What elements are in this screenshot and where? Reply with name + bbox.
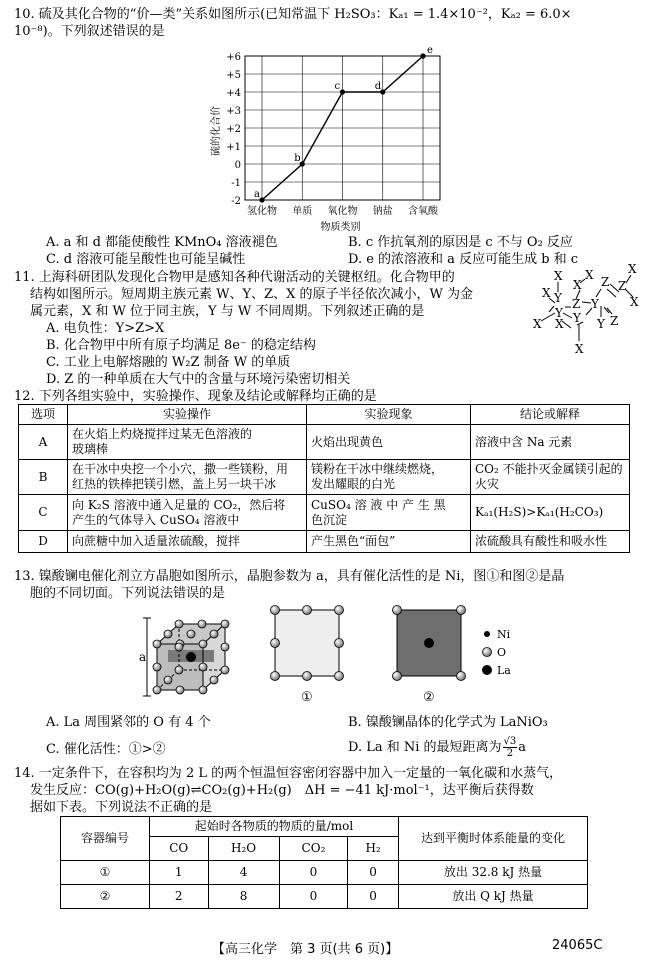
table-cell: 4 xyxy=(208,861,279,885)
atom-z: Z xyxy=(572,297,581,311)
atom-y: Y xyxy=(555,306,563,320)
table-cell xyxy=(68,460,307,495)
fraction xyxy=(503,736,518,759)
page-footer: 【高三化学 第 3 页(共 6 页)】 xyxy=(212,942,399,957)
atom-x: X xyxy=(628,262,637,276)
table-cell: 0 xyxy=(348,861,399,885)
point-label: c xyxy=(334,81,341,92)
q10-stem-line1: 10. 硫及其化合物的“价—类”关系如图所示(已知常温下 H₂SO₃：Kₐ₁ = 1.4×10⁻²，Kₐ₂ = 6.0× xyxy=(14,7,572,22)
y-tick-label: -2 xyxy=(231,196,241,207)
atom-y: Y xyxy=(591,297,599,311)
header-phenomenon: 实验现象 xyxy=(307,405,471,425)
atom-x: X xyxy=(575,342,584,356)
header-conclusion: 结论或解释 xyxy=(471,405,630,425)
atom-x: X xyxy=(555,317,564,331)
q14-line3: 据如下表。下列说法不正确的是 xyxy=(30,800,213,815)
cross-section-1 xyxy=(271,606,344,706)
table-cell xyxy=(68,425,307,460)
cell-line: CuSO₄ 溶 液 中 产 生 黑 xyxy=(311,497,446,512)
data-point xyxy=(420,53,425,58)
table-cell xyxy=(19,495,68,531)
atom-x: X xyxy=(554,269,563,283)
q10-option-a: A. a 和 d 都能使酸性 KMnO₄ 溶液褪色 xyxy=(46,235,278,250)
q13-option-b: B. 镍酸镧晶体的化学式为 LaNiO₃ xyxy=(348,715,548,730)
table-cell xyxy=(68,531,307,553)
x-tick-label: 氧化物 xyxy=(327,206,358,217)
chart-points xyxy=(254,45,433,203)
y-tick-label: +4 xyxy=(226,88,241,99)
cell-line: 发出耀眼的白光 xyxy=(311,477,396,491)
fraction-denominator: 2 xyxy=(506,748,514,759)
cell-line: 色沉淀 xyxy=(311,512,348,527)
atom-x: X xyxy=(542,286,551,300)
q14-line1: 14. 一定条件下，在容积均为 2 L 的两个恒温恒容密闭容器中加入一定量的一氧化碳和水蒸气， xyxy=(14,766,563,781)
point-label: e xyxy=(427,45,433,56)
chart-x-axis-label: 物质类别 xyxy=(320,222,361,233)
crystal-cell-figures xyxy=(135,600,535,712)
q11-option-a: A. 电负性：Y>Z>X xyxy=(46,321,165,336)
data-point xyxy=(340,89,345,94)
table-cell: ② xyxy=(61,885,150,909)
cell-line: 溶液中含 Na 元素 xyxy=(475,434,573,449)
table-row xyxy=(19,531,630,553)
atom-x: X xyxy=(585,268,594,282)
x-tick-label: 含氧酸 xyxy=(408,206,438,217)
valence-class-chart xyxy=(205,42,465,247)
atom-z: Z xyxy=(610,314,619,328)
fraction-numerator: √3 xyxy=(503,736,517,747)
cell-line: 在火焰上灼烧搅拌过某无色溶液的 xyxy=(72,427,253,441)
cell-line: 镁粉在干冰中继续燃烧， xyxy=(311,462,444,476)
table-cell: 8 xyxy=(208,885,279,909)
table-cell xyxy=(307,460,471,495)
legend-la: La xyxy=(497,664,511,677)
atom-y: Y xyxy=(554,291,562,305)
table-cell: 放出 32.8 kJ 热量 xyxy=(399,861,588,885)
q13-option-d xyxy=(348,736,526,759)
y-tick-label: +5 xyxy=(226,70,241,81)
data-point xyxy=(259,197,264,202)
y-tick-label: +6 xyxy=(226,52,241,63)
cell-line: 火灾 xyxy=(475,477,500,491)
cross-section-2 xyxy=(393,606,466,706)
cell-line: 浓硫酸具有酸性和吸水性 xyxy=(475,534,608,548)
y-tick-label: -1 xyxy=(231,178,241,189)
chart-x-ticks xyxy=(247,204,439,217)
cell-line: 产生的气体导入 CuSO₄ 溶液中 xyxy=(72,512,240,527)
y-tick-label: 0 xyxy=(234,160,241,171)
q11-option-b: B. 化合物甲中所有原子均满足 8e⁻ 的稳定结构 xyxy=(46,338,316,353)
header-start-amount: 起始时各物质的物质的量/mol xyxy=(150,817,399,837)
cell-line: CO₂ 不能扑灭金属镁引起的 xyxy=(475,462,623,476)
y-tick-label: +2 xyxy=(226,124,241,135)
table-row xyxy=(61,861,588,885)
atom-x: X xyxy=(630,295,639,309)
table-cell xyxy=(307,495,471,531)
atom-legend xyxy=(482,628,511,677)
q13-line2: 胞的不同切面。下列说法错误的是 xyxy=(30,586,226,601)
q10-option-d: D. e 的浓溶液和 a 反应可能生成 b 和 c xyxy=(348,252,579,267)
cell-line: D xyxy=(38,534,48,548)
paper-code: 24065C xyxy=(552,938,603,953)
cell-line: 玻璃棒 xyxy=(72,442,109,456)
table-cell xyxy=(471,531,630,553)
figure-2-label: ② xyxy=(423,690,435,705)
table-row xyxy=(61,885,588,909)
table-cell: 2 xyxy=(150,885,209,909)
q11-line1: 11. 上海科研团队发现化合物甲是感知各种代谢活动的关键枢纽。化合物甲的 xyxy=(14,270,455,285)
cell-line: 向 K₂S 溶液中通入足量的 CO₂，然后将 xyxy=(72,497,286,512)
q11-line3: 属元素，X 和 W 位于同主族，Y 与 W 不同周期。下列叙述正确的是 xyxy=(30,304,425,319)
table-row xyxy=(19,425,630,460)
header-operation: 实验操作 xyxy=(68,405,307,425)
cell-line: C xyxy=(38,505,48,519)
table-cell: ① xyxy=(61,861,150,885)
table-cell xyxy=(19,531,68,553)
q13-option-d-unit: a xyxy=(518,740,527,755)
subheader-h2o: H₂O xyxy=(208,837,279,861)
cell-line: 火焰出现黄色 xyxy=(311,434,384,449)
table-cell xyxy=(471,460,630,495)
x-tick-label: 单质 xyxy=(292,206,313,217)
atom-x: X xyxy=(573,278,582,292)
legend-ni: Ni xyxy=(497,628,511,641)
subheader-h2: H₂ xyxy=(348,837,399,861)
table-cell xyxy=(19,460,68,495)
q14-table xyxy=(60,816,588,909)
y-tick-label: +3 xyxy=(226,106,241,117)
q12-table xyxy=(18,404,630,553)
y-tick-label: +1 xyxy=(226,142,241,153)
point-label: d xyxy=(374,81,382,92)
chart-y-ticks xyxy=(226,52,241,207)
atom-y: Y xyxy=(573,311,581,325)
atom-x: X xyxy=(533,317,542,331)
cell-parameter-label: a xyxy=(139,650,147,664)
cell-line: 向蔗糖中加入适量浓硫酸，搅拌 xyxy=(72,534,241,548)
table-cell xyxy=(19,425,68,460)
x-tick-label: 钠盐 xyxy=(372,206,393,217)
unit-cell-3d xyxy=(139,618,229,696)
subheader-co2: CO₂ xyxy=(279,837,348,861)
cell-line: B xyxy=(38,469,48,484)
legend-o: O xyxy=(497,646,507,659)
table-cell xyxy=(471,495,630,531)
atom-z: Z xyxy=(601,275,610,289)
q11-option-c: C. 工业上电解熔融的 W₂Z 制备 W 的单质 xyxy=(46,355,291,370)
header-energy: 达到平衡时体系能量的变化 xyxy=(399,817,588,861)
table-cell: 0 xyxy=(279,885,348,909)
q10-option-c: C. d 溶液可能呈酸性也可能呈碱性 xyxy=(46,252,246,267)
q13-option-d-text: D. La 和 Ni 的最短距离为 xyxy=(348,740,502,755)
q11-option-d: D. Z 的一种单质在大气中的含量与环境污染密切相关 xyxy=(46,372,351,387)
chart-y-axis-label: 硫的化合价 xyxy=(211,106,222,156)
subheader-co: CO xyxy=(150,837,209,861)
q13-option-a: A. La 周围紧邻的 O 有 4 个 xyxy=(46,715,211,730)
table-cell xyxy=(68,495,307,531)
q10-stem-line2: 10⁻⁸)。下列叙述错误的是 xyxy=(14,24,165,39)
figure-1-label: ① xyxy=(301,690,313,705)
cell-line: A xyxy=(38,434,48,449)
table-cell: 0 xyxy=(279,861,348,885)
x-tick-label: 氢化物 xyxy=(247,206,277,217)
q11-line2: 结构如图所示。短周期主族元素 W、Y、Z、X 的原子半径依次减小，W 为金 xyxy=(30,287,473,302)
atom-y: Y xyxy=(597,317,605,331)
compound-structure-diagram xyxy=(525,262,643,362)
table-cell xyxy=(471,425,630,460)
table-cell: 放出 Q kJ 热量 xyxy=(399,885,588,909)
cell-line: 在干冰中央挖一个小穴，撒一些镁粉，用 xyxy=(72,462,289,476)
table-cell: 0 xyxy=(348,885,399,909)
table-header-row xyxy=(19,405,630,425)
chart-grid xyxy=(245,56,440,200)
point-label: a xyxy=(254,189,260,200)
header-container: 容器编号 xyxy=(61,817,150,861)
q13-option-c: C. 催化活性：①>② xyxy=(46,742,166,757)
cell-line: Kₐ₁(H₂S)>Kₐ₁(H₂CO₃) xyxy=(475,505,604,519)
q14-line2: 发生反应：CO(g)+H₂O(g)⇌CO₂(g)+H₂(g) ΔH = −41 kJ·mol⁻¹，达平衡后获得数 xyxy=(30,783,534,798)
cell-line: 红热的铁棒把镁引燃，盖上另一块干冰 xyxy=(72,477,277,491)
atom-z: Z xyxy=(618,279,627,293)
q10-option-b: B. c 作抗氧剂的原因是 c 不与 O₂ 反应 xyxy=(348,235,573,250)
table-row xyxy=(19,495,630,531)
table-row xyxy=(19,460,630,495)
header-option: 选项 xyxy=(19,405,68,425)
table-cell xyxy=(307,425,471,460)
q13-line1: 13. 镍酸镧电催化剂立方晶胞如图所示，晶胞参数为 a，具有催化活性的是 Ni，图①和图②是晶 xyxy=(14,569,565,584)
table-cell xyxy=(307,531,471,553)
point-label: b xyxy=(294,153,301,164)
q12-stem: 12. 下列各组实验中，实验操作、现象及结论或解释均正确的是 xyxy=(14,389,377,404)
cell-line: 产生黑色“面包” xyxy=(311,534,396,548)
table-cell: 1 xyxy=(150,861,209,885)
